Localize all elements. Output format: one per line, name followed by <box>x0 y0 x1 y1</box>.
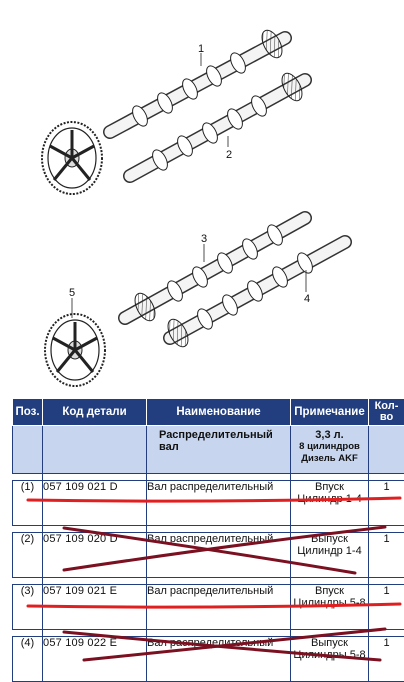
row-pos: (1) <box>13 481 43 526</box>
callout-2: 2 <box>226 149 232 161</box>
row-code: 057 109 021 D <box>43 481 147 526</box>
row-note: Выпуск Цилиндры 5-8 <box>291 637 369 682</box>
row-code: 057 109 020 D <box>43 533 147 578</box>
callout-3: 3 <box>201 233 207 245</box>
row-qty: 1 <box>369 533 404 578</box>
row-pos: (2) <box>13 533 43 578</box>
section-name: Распределительный вал <box>147 426 291 474</box>
row-note: Выпуск Цилиндр 1-4 <box>291 533 369 578</box>
row-name: Вал распределительный <box>147 481 291 526</box>
parts-table <box>12 398 404 682</box>
table-row[interactable] <box>13 481 404 526</box>
header-qty: Кол-во <box>369 399 404 426</box>
section-row <box>13 426 404 474</box>
row-qty: 1 <box>369 637 404 682</box>
row-name: Вал распределительный <box>147 585 291 630</box>
table-row[interactable] <box>13 637 404 682</box>
header-pos: Поз. <box>13 399 43 426</box>
table-header-row <box>13 399 404 426</box>
row-note: Впуск Цилиндры 5-8 <box>291 585 369 630</box>
row-pos: (4) <box>13 637 43 682</box>
table-row[interactable] <box>13 533 404 578</box>
camshaft-sprocket-bottom <box>45 314 105 386</box>
section-note: 3,3 л. 8 цилиндров Дизель AKF <box>291 426 369 474</box>
callout-1: 1 <box>198 43 204 55</box>
header-name: Наименование <box>147 399 291 426</box>
row-name: Вал распределительный <box>147 637 291 682</box>
row-code: 057 109 021 E <box>43 585 147 630</box>
row-qty: 1 <box>369 481 404 526</box>
row-note: Впуск Цилиндр 1-4 <box>291 481 369 526</box>
camshaft-sprocket-top <box>42 122 102 194</box>
row-pos: (3) <box>13 585 43 630</box>
row-qty: 1 <box>369 585 404 630</box>
header-note: Примечание <box>291 399 369 426</box>
header-code: Код детали <box>43 399 147 426</box>
row-name: Вал распределительный <box>147 533 291 578</box>
table-row[interactable] <box>13 585 404 630</box>
callout-5: 5 <box>69 287 75 299</box>
row-code: 057 109 022 E <box>43 637 147 682</box>
callout-4: 4 <box>304 293 310 305</box>
